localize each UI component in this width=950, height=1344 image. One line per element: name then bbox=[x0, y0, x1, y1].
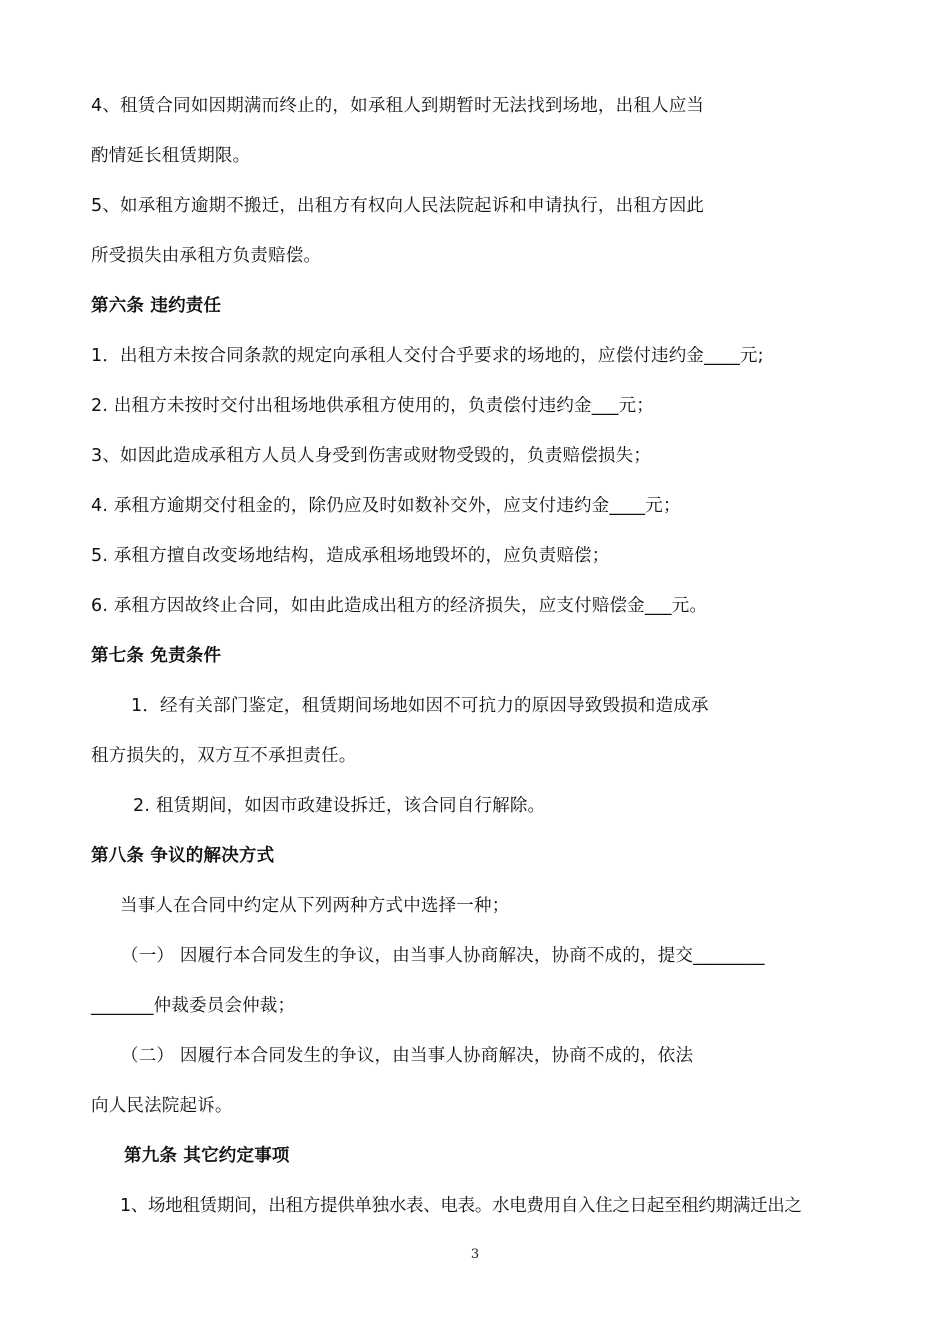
page-number: 3 bbox=[470, 1247, 480, 1262]
article-8-intro: 当事人在合同中约定从下列两种方式中选择一种； bbox=[120, 896, 510, 916]
clause-5-line-1: 5、如承租方逾期不搬迁，出租方有权向人民法院起诉和申请执行，出租方因此 bbox=[91, 196, 705, 216]
article-7-heading: 第七条 免责条件 bbox=[91, 646, 222, 666]
article-6-item-5: 5. 承租方擅自改变场地结构，造成承租场地毁坏的，应负责赔偿； bbox=[91, 546, 610, 566]
article-8-option-1-line-1: （一） 因履行本合同发生的争议，由当事人协商解决，协商不成的，提交________ bbox=[121, 946, 765, 966]
article-7-item-2: 2. 租赁期间，如因市政建设拆迁，该合同自行解除。 bbox=[133, 796, 546, 816]
article-6-item-4: 4. 承租方逾期交付租金的，除仍应及时如数补交外，应支付违约金____元； bbox=[91, 496, 681, 516]
article-6-heading: 第六条 违约责任 bbox=[91, 296, 222, 316]
article-6-item-3: 3、如因此造成承租方人员人身受到伤害或财物受毁的，负责赔偿损失； bbox=[91, 446, 652, 466]
article-7-item-1-line-2: 租方损失的，双方互不承担责任。 bbox=[91, 746, 357, 766]
article-8-option-1-line-2: _______仲裁委员会仲裁； bbox=[91, 996, 296, 1016]
article-6-item-6: 6. 承租方因故终止合同，如由此造成出租方的经济损失，应支付赔偿金___元。 bbox=[91, 596, 708, 616]
article-8-option-2-line-2: 向人民法院起诉。 bbox=[91, 1096, 233, 1116]
clause-4-line-1: 4、租赁合同如因期满而终止的，如承租人到期暂时无法找到场地，出租人应当 bbox=[91, 96, 705, 116]
article-9-item-1: 1、场地租赁期间，出租方提供单独水表、电表。水电费用自入住之日起至租约期满迁出之 bbox=[120, 1196, 802, 1216]
clause-4-line-2: 酌情延长租赁期限。 bbox=[91, 146, 251, 166]
article-6-item-1: 1．出租方未按合同条款的规定向承租人交付合乎要求的场地的，应偿付违约金____元; bbox=[91, 346, 764, 366]
article-8-heading: 第八条 争议的解决方式 bbox=[91, 846, 275, 866]
article-8-option-2-line-1: （二） 因履行本合同发生的争议，由当事人协商解决，协商不成的，依法 bbox=[121, 1046, 694, 1066]
article-7-item-1-line-1: 1．经有关部门鉴定，租赁期间场地如因不可抗力的原因导致毁损和造成承 bbox=[131, 696, 709, 716]
article-9-heading: 第九条 其它约定事项 bbox=[124, 1146, 290, 1166]
clause-5-line-2: 所受损失由承租方负责赔偿。 bbox=[91, 246, 322, 266]
article-6-item-2: 2. 出租方未按时交付出租场地供承租方使用的，负责偿付违约金___元； bbox=[91, 396, 655, 416]
